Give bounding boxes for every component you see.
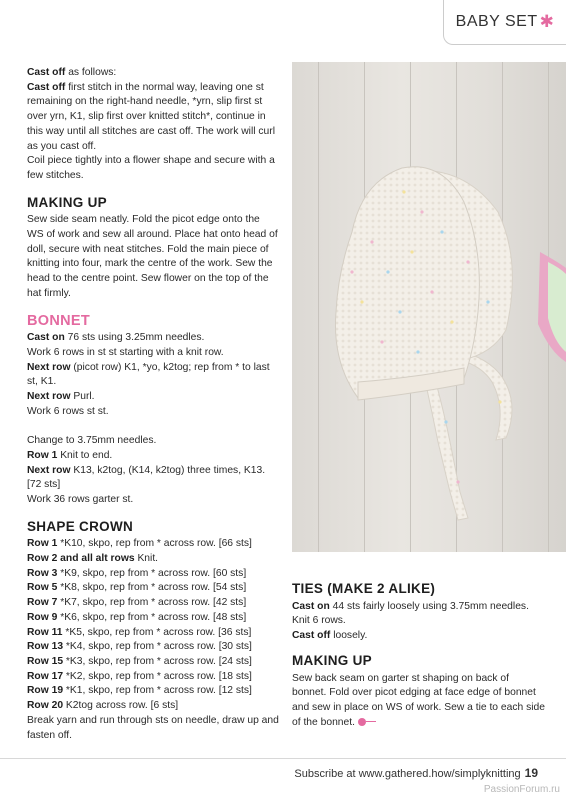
subscribe-text: Subscribe at www.gathered.how/simplyknitting [294, 768, 521, 780]
instruction-line: Break yarn and run through sts on needle, draw up and fasten off. [27, 714, 279, 741]
instruction-line: Row 5 *K8, skpo, rep from * across row. [54 sts] [27, 582, 247, 594]
end-mark-icon [358, 718, 366, 726]
instruction-line: Work 6 rows st st. [27, 405, 109, 417]
bonnet-heading: BONNET [27, 312, 91, 329]
watermark: PassionForum.ru [483, 784, 560, 795]
ties-instructions [292, 600, 546, 644]
coil-instruction: Coil piece tightly into a flower shape and secure with a few stitches. [27, 155, 275, 181]
footer [294, 766, 538, 780]
making-up-body: Sew side seam neatly. Fold the picot edge onto the WS of work and sew all around. Place hat onto head of doll, secure with neat stitches. Fold the main piece of knitting into four, mark the centre of the work. Sew the head to the centre point. Sew flower on the top of the hat firmly. [27, 214, 278, 299]
instruction-line: Row 1 *K10, skpo, rep from * across row. [66 sts] [27, 538, 252, 550]
instruction-line: Row 11 *K5, skpo, rep from * across row. [36 sts] [27, 626, 252, 638]
section-tab [443, 0, 566, 45]
bonnet-instructions [27, 331, 279, 419]
making-up-heading-2: MAKING UP [292, 652, 372, 668]
instruction-line: Row 3 *K9, skpo, rep from * across row. [60 sts] [27, 567, 247, 579]
instruction-line: Row 7 *K7, skpo, rep from * across row. [42 sts] [27, 597, 247, 609]
instruction-line: Next row Purl. [27, 391, 95, 403]
instruction-line: Cast on 76 sts using 3.25mm needles. [27, 332, 205, 344]
instruction-line: Row 1 Knit to end. [27, 449, 113, 461]
castoff-intro: Cast off as follows: [27, 67, 117, 78]
instruction-line: Row 20 K2tog across row. [6 sts] [27, 700, 179, 712]
crown-instructions [27, 537, 279, 743]
making-up-body-2: Sew back seam on garter st shaping on back of bonnet. Fold over picot edging at face edge of bonnet and sew in place on WS of work. Sew a tie to each side of the bonnet. [292, 672, 545, 728]
section-label: BABY SET [455, 13, 538, 30]
making-up-heading: MAKING UP [27, 194, 107, 210]
instruction-line: Row 13 *K4, skpo, rep from * across row. [30 sts] [27, 641, 252, 653]
instruction-line: Row 17 *K2, skpo, rep from * across row. [18 sts] [27, 670, 252, 682]
page-number: 19 [524, 766, 538, 780]
footer-divider [0, 758, 566, 759]
instruction-line: Change to 3.75mm needles. [27, 435, 157, 447]
instruction-line: Cast on 44 sts fairly loosely using 3.75mm needles. [292, 600, 529, 612]
instruction-line: Work 36 rows garter st. [27, 493, 134, 505]
needle-change-instructions [27, 434, 279, 508]
instruction-line: Row 15 *K3, skpo, rep from * across row. [24 sts] [27, 656, 252, 667]
left-column [27, 66, 279, 743]
instruction-line: Row 9 *K6, skpo, rep from * across row. [48 sts] [27, 611, 247, 623]
ties-heading: TIES (MAKE 2 ALIKE) [292, 581, 436, 596]
instruction-line: Knit 6 rows. [292, 615, 346, 627]
instruction-line: Row 19 *K1, skpo, rep from * across row. [12 sts] [27, 685, 252, 697]
instruction-line: Cast off loosely. [292, 630, 368, 642]
instruction-line: Next row K13, k2tog, (K14, k2tog) three times, K13. [72 sts] [27, 464, 266, 491]
instruction-line: Row 2 and all alt rows Knit. [27, 553, 159, 565]
castoff-body: Cast off first stitch in the normal way, leaving one st remaining on the right-hand needle, *yrn, slip first st over yrn, K1, slip first over knitted stitch*, continue in this way until all stitches are cast off. The work will curl as you cast off. [27, 81, 275, 152]
shape-crown-heading: SHAPE CROWN [27, 518, 134, 534]
bonnet-photo [292, 62, 566, 552]
right-column [292, 582, 546, 730]
instruction-line: Next row (picot row) K1, *yo, k2tog; rep from * to last st, K1. [27, 361, 270, 388]
asterisk-icon: ✱ [539, 12, 555, 31]
instruction-line: Work 6 rows in st st starting with a knit row. [27, 346, 224, 358]
